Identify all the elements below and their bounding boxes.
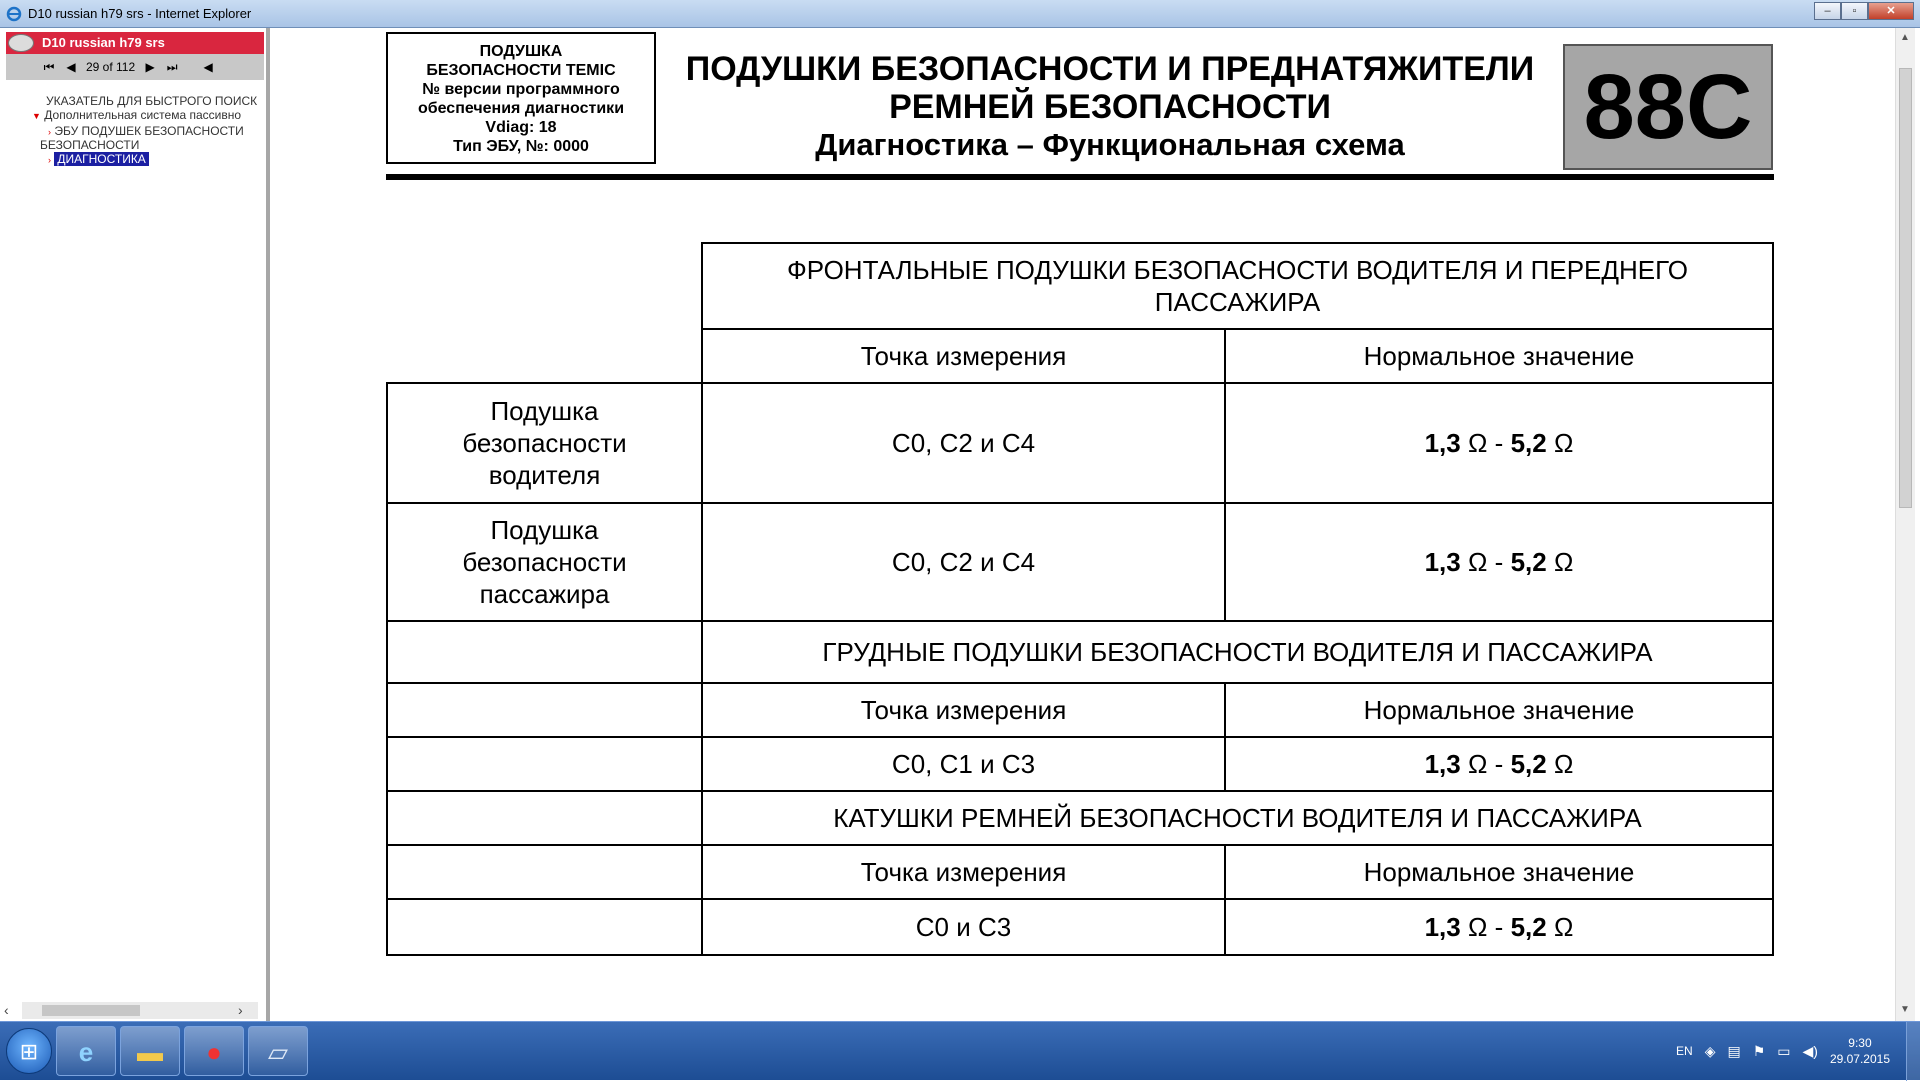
tree-item-selected: ДИАГНОСТИКА [54, 152, 148, 166]
table-cell [1224, 898, 1774, 956]
window-title: D10 russian h79 srs - Internet Explorer [28, 6, 252, 21]
volume-icon[interactable]: ◀) [1802, 1042, 1818, 1059]
value-low: 1,3 [1424, 912, 1461, 942]
first-page-icon[interactable]: ⏮ [43, 60, 55, 74]
page-subtitle: Диагностика – Функциональная схема [815, 127, 1405, 162]
flag-icon[interactable]: ⚑ [1752, 1042, 1766, 1059]
tree-item[interactable] [48, 124, 244, 138]
minimize-button[interactable]: – [1814, 2, 1841, 20]
ohm-unit: Ω [1467, 912, 1488, 942]
tree-item-label: ЭБУ ПОДУШЕК БЕЗОПАСНОСТИ [54, 124, 244, 138]
navigation-pane [0, 28, 270, 1021]
brand-logo-icon [8, 34, 34, 52]
column-header: Точка измерения [701, 844, 1226, 900]
window-icon: ▱ [268, 1037, 288, 1067]
tree-item[interactable]: УКАЗАТЕЛЬ ДЛЯ БЫСТРОГО ПОИСК [46, 94, 258, 108]
table-cell [1224, 382, 1774, 504]
scroll-down-icon[interactable]: ▼ [1900, 1004, 1910, 1015]
column-header: Нормальное значение [1224, 844, 1774, 900]
title-line: РЕМНЕЙ БЕЗОПАСНОСТИ [889, 88, 1331, 126]
ohm-unit: Ω [1553, 547, 1574, 577]
monitor-icon[interactable]: ▭ [1777, 1042, 1791, 1059]
page-navigator [6, 54, 264, 80]
horizontal-scrollbar[interactable] [4, 1002, 258, 1019]
value-high: 5,2 [1510, 749, 1547, 779]
tree-item-label: Дополнительная система пассивно [44, 108, 242, 122]
language-indicator[interactable]: EN [1676, 1044, 1693, 1058]
ohm-unit: Ω [1467, 428, 1488, 458]
scroll-up-icon[interactable]: ▲ [1900, 32, 1910, 43]
document-header [6, 32, 264, 54]
scrollbar-thumb[interactable] [42, 1005, 140, 1016]
row-label [386, 790, 703, 846]
range-dash: - [1494, 428, 1504, 458]
value-low: 1,3 [1424, 428, 1461, 458]
module-info-line: ПОДУШКА [479, 43, 563, 60]
chrome-icon: ● [206, 1037, 222, 1067]
value-high: 5,2 [1510, 428, 1547, 458]
row-label [386, 844, 703, 900]
show-desktop-button[interactable] [1906, 1022, 1920, 1081]
taskbar-app-button[interactable] [248, 1026, 308, 1076]
expand-arrow-icon: ▼ [32, 111, 41, 121]
module-info-line: Vdiag: 18 [485, 119, 557, 136]
shield-icon[interactable]: ◈ [1704, 1042, 1716, 1059]
taskbar-ie-button[interactable] [56, 1026, 116, 1076]
row-label: Подушка безопасности водителя [386, 382, 703, 504]
clock-time: 9:30 [1848, 1036, 1872, 1050]
close-button[interactable]: ✕ [1868, 2, 1914, 20]
start-button[interactable] [6, 1028, 52, 1074]
row-label [386, 682, 703, 738]
window-titlebar [0, 0, 1920, 28]
module-info-box [386, 32, 656, 164]
row-label [386, 620, 703, 684]
ie-icon: e [78, 1037, 94, 1067]
column-header: Нормальное значение [1224, 682, 1774, 738]
row-label [386, 736, 703, 792]
header-divider [386, 174, 1774, 180]
windows-logo-icon: ⊞ [19, 1039, 39, 1064]
last-page-icon[interactable]: ⏭ [166, 60, 178, 74]
window-controls [1814, 2, 1914, 22]
range-dash: - [1494, 547, 1504, 577]
ohm-unit: Ω [1553, 912, 1574, 942]
value-low: 1,3 [1424, 547, 1461, 577]
vertical-scrollbar[interactable] [1895, 28, 1915, 1021]
ohm-unit: Ω [1553, 428, 1574, 458]
module-info-line: № версии программного [422, 81, 620, 98]
row-label [386, 898, 703, 956]
table-cell: C0, C2 и C4 [701, 502, 1226, 622]
clock-date: 29.07.2015 [1829, 1052, 1890, 1066]
page-title [660, 50, 1560, 164]
ie-icon [6, 6, 22, 22]
scroll-left-icon[interactable]: ‹ [4, 1002, 9, 1018]
row-label: Подушка безопасности пассажира [386, 502, 703, 622]
section-heading: КАТУШКИ РЕМНЕЙ БЕЗОПАСНОСТИ ВОДИТЕЛЯ И ПАССАЖИРА [701, 790, 1774, 846]
taskbar-explorer-button[interactable] [120, 1026, 180, 1076]
title-line: ПОДУШКИ БЕЗОПАСНОСТИ И ПРЕДНАТЯЖИТЕЛИ [685, 50, 1535, 88]
taskbar-chrome-button[interactable] [184, 1026, 244, 1076]
scrollbar-thumb[interactable] [1899, 68, 1912, 508]
document-title: D10 russian h79 srs [42, 35, 165, 50]
section-code: 88C [1563, 44, 1773, 170]
range-dash: - [1494, 912, 1504, 942]
column-header: Точка измерения [701, 328, 1226, 384]
network-icon[interactable]: ▤ [1727, 1042, 1741, 1059]
page-indicator: 29 of 112 [86, 60, 136, 74]
back-arrow-icon[interactable]: ◀ [203, 60, 213, 74]
section-heading: ФРОНТАЛЬНЫЕ ПОДУШКИ БЕЗОПАСНОСТИ ВОДИТЕЛЯ И ПЕРЕДНЕГО ПАССАЖИРА [701, 242, 1774, 330]
value-high: 5,2 [1510, 912, 1547, 942]
tree-item[interactable]: БЕЗОПАСНОСТИ [40, 138, 140, 152]
ohm-unit: Ω [1467, 749, 1488, 779]
ohm-unit: Ω [1467, 547, 1488, 577]
table-cell: C0, C1 и C3 [701, 736, 1226, 792]
module-info-line: обеспечения диагностики [417, 100, 625, 117]
bullet-arrow-icon: › [48, 127, 51, 137]
table-cell [1224, 736, 1774, 792]
clock[interactable] [1830, 1035, 1890, 1067]
module-info-line: БЕЗОПАСНОСТИ TEMIC [426, 62, 616, 79]
previous-page-icon[interactable]: ◀ [66, 60, 76, 74]
scroll-right-icon[interactable]: › [238, 1002, 243, 1018]
column-header: Нормальное значение [1224, 328, 1774, 384]
section-heading: ГРУДНЫЕ ПОДУШКИ БЕЗОПАСНОСТИ ВОДИТЕЛЯ И ПАССАЖИРА [701, 620, 1774, 684]
table-cell [1224, 502, 1774, 622]
tree-item[interactable] [48, 152, 149, 166]
system-tray [1676, 1030, 1890, 1072]
table-cell: C0 и C3 [701, 898, 1226, 956]
range-dash: - [1494, 749, 1504, 779]
column-header: Точка измерения [701, 682, 1226, 738]
value-low: 1,3 [1424, 749, 1461, 779]
module-info-line: Тип ЭБУ, №: 0000 [453, 138, 589, 155]
tree-item[interactable] [32, 108, 241, 122]
next-page-icon[interactable]: ▶ [145, 60, 155, 74]
taskbar [0, 1021, 1920, 1080]
bullet-arrow-icon: › [48, 155, 51, 165]
value-high: 5,2 [1510, 547, 1547, 577]
table-cell: C0, C2 и C4 [701, 382, 1226, 504]
maximize-button[interactable]: ▫ [1841, 2, 1868, 20]
folder-icon: ▬ [137, 1037, 163, 1067]
ohm-unit: Ω [1553, 749, 1574, 779]
